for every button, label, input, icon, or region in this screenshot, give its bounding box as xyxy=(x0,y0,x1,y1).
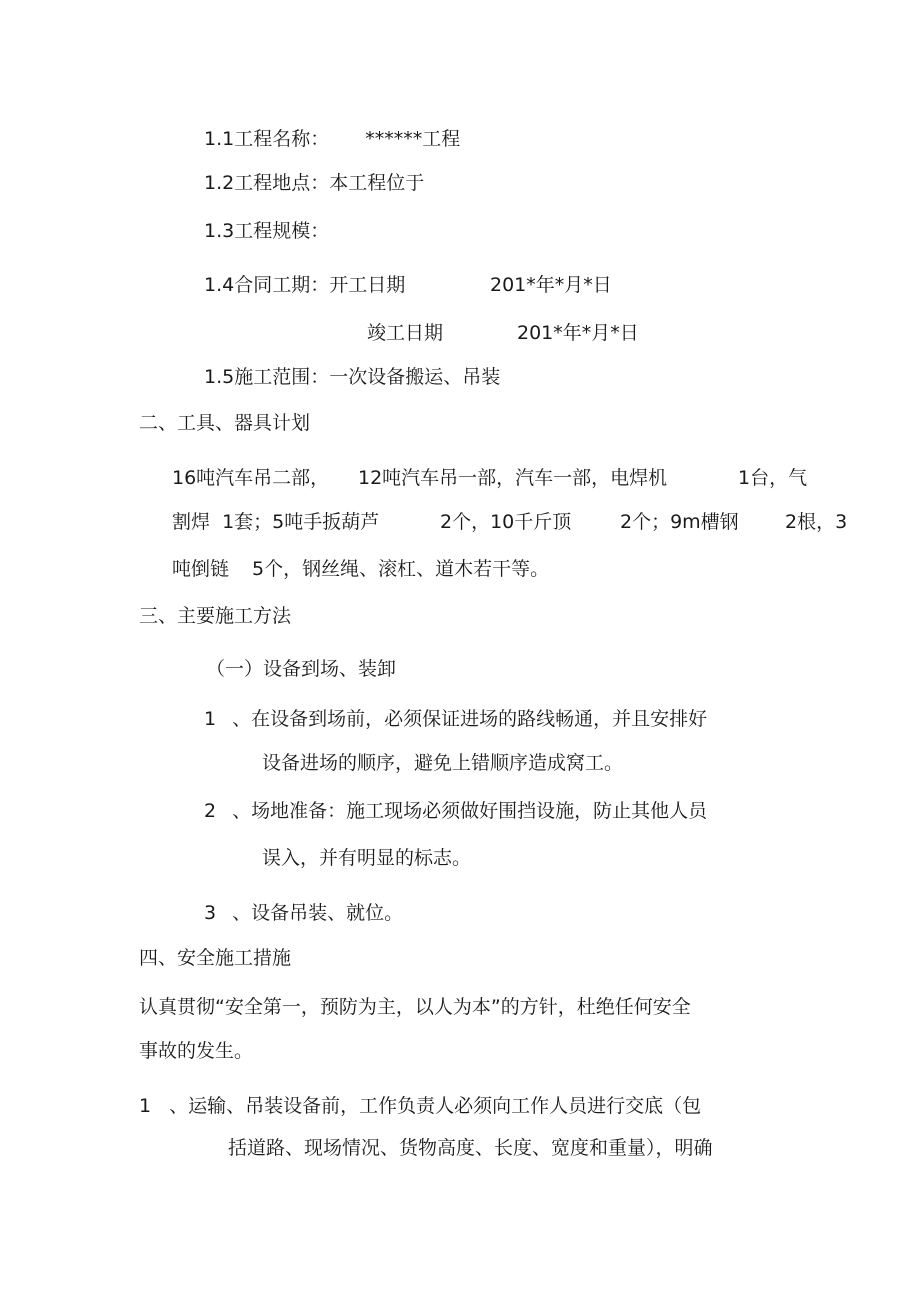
tools-line1-b: 12吨汽车吊一部，汽车一部，电焊机 xyxy=(358,467,668,489)
method-step1-cont: 设备进场的顺序，避免上错顺序造成窝工。 xyxy=(262,752,624,774)
safety-step1-num: 1 xyxy=(139,1095,152,1117)
tools-line2-c: 2个；9m槽钢 xyxy=(620,511,739,533)
item-1-1-label: 1.1工程名称： xyxy=(204,128,330,150)
item-1-4-start-value: 201*年*月*日 xyxy=(490,274,612,296)
safety-step1-text: 、运输、吊装设备前，工作负责人必须向工作人员进行交底（包 xyxy=(169,1095,702,1117)
method-step3-text: 、设备吊装、就位。 xyxy=(232,902,404,924)
tools-line3-b: 5个，钢丝绳、滚杠、道木若干等。 xyxy=(252,558,550,580)
method-step3 xyxy=(204,900,403,926)
item-1-2: 1.2工程地点：本工程位于 xyxy=(204,172,425,194)
safety-intro-line2: 事故的发生。 xyxy=(139,1040,254,1062)
tools-line1-c: 1台，气 xyxy=(738,467,808,489)
item-1-4-start-label: 1.4合同工期：开工日期 xyxy=(204,274,406,296)
safety-intro-line1: 认真贯彻“安全第一，预防为主，以人为本”的方针，杜绝任何安全 xyxy=(139,996,691,1018)
method-step1-text: 、在设备到场前，必须保证进场的路线畅通，并且安排好 xyxy=(232,708,708,730)
item-1-4 xyxy=(204,272,405,298)
tools-line1-a: 16吨汽车吊二部， xyxy=(172,467,330,489)
section4-heading: 四、安全施工措施 xyxy=(139,947,292,969)
item-1-5: 1.5施工范围：一次设备搬运、吊装 xyxy=(204,366,501,388)
section2-heading: 二、工具、器具计划 xyxy=(139,412,311,434)
method-step1-num: 1 xyxy=(204,708,217,730)
item-1-1-value: ******工程 xyxy=(365,128,461,150)
item-1-4-end-value: 201*年*月*日 xyxy=(517,322,639,344)
method-step2 xyxy=(204,798,707,824)
tools-line3-a: 吨倒链 xyxy=(172,558,230,580)
safety-step1-cont: 括道路、现场情况、货物高度、长度、宽度和重量），明确 xyxy=(228,1137,713,1159)
item-1-4-end-label: 竣工日期 xyxy=(367,322,444,344)
method-step2-cont: 误入，并有明显的标志。 xyxy=(262,847,472,869)
method-step1 xyxy=(204,706,707,732)
item-1-1 xyxy=(204,126,460,152)
tools-line2-b: 2个，10千斤顶 xyxy=(440,511,572,533)
method-step2-text: 、场地准备：施工现场必须做好围挡设施，防止其他人员 xyxy=(232,800,708,822)
method-step3-num: 3 xyxy=(204,902,217,924)
section3-sub1: （一）设备到场、装卸 xyxy=(206,658,397,680)
item-1-3: 1.3工程规模： xyxy=(204,220,330,242)
safety-step1 xyxy=(139,1093,701,1119)
section3-heading: 三、主要施工方法 xyxy=(139,605,292,627)
method-step2-num: 2 xyxy=(204,800,217,822)
tools-line2-d: 2根，3 xyxy=(785,511,848,533)
tools-line2-a: 割焊 1套；5吨手扳葫芦 xyxy=(172,511,380,533)
